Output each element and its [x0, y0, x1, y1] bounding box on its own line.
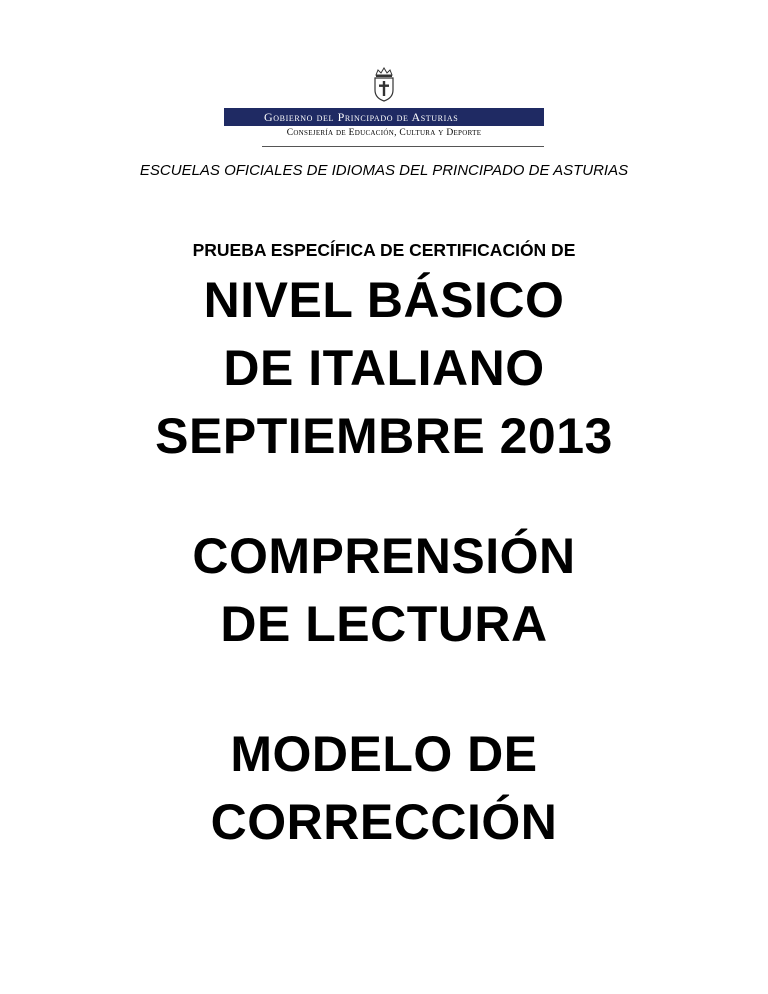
schools-heading: ESCUELAS OFICIALES DE IDIOMAS DEL PRINCIPADO DE ASTURIAS — [139, 162, 629, 179]
government-banner: Gobierno del Principado de Asturias — [224, 108, 544, 126]
level-title-line2: DE ITALIANO — [223, 340, 545, 396]
header-divider — [262, 146, 544, 147]
session-title: SEPTIEMBRE 2013 — [155, 408, 613, 464]
exam-subtitle: PRUEBA ESPECÍFICA DE CERTIFICACIÓN DE — [192, 240, 576, 260]
part-title-line1: COMPRENSIÓN — [192, 528, 576, 584]
asturias-crest-icon — [370, 66, 398, 102]
part-title-line2: DE LECTURA — [220, 596, 548, 652]
consejeria-label: Consejería de Educación, Cultura y Deporte — [286, 128, 482, 138]
model-title-line1: MODELO DE — [230, 726, 538, 782]
level-title-line1: NIVEL BÁSICO — [203, 272, 565, 328]
model-title-line2: CORRECCIÓN — [210, 794, 558, 850]
